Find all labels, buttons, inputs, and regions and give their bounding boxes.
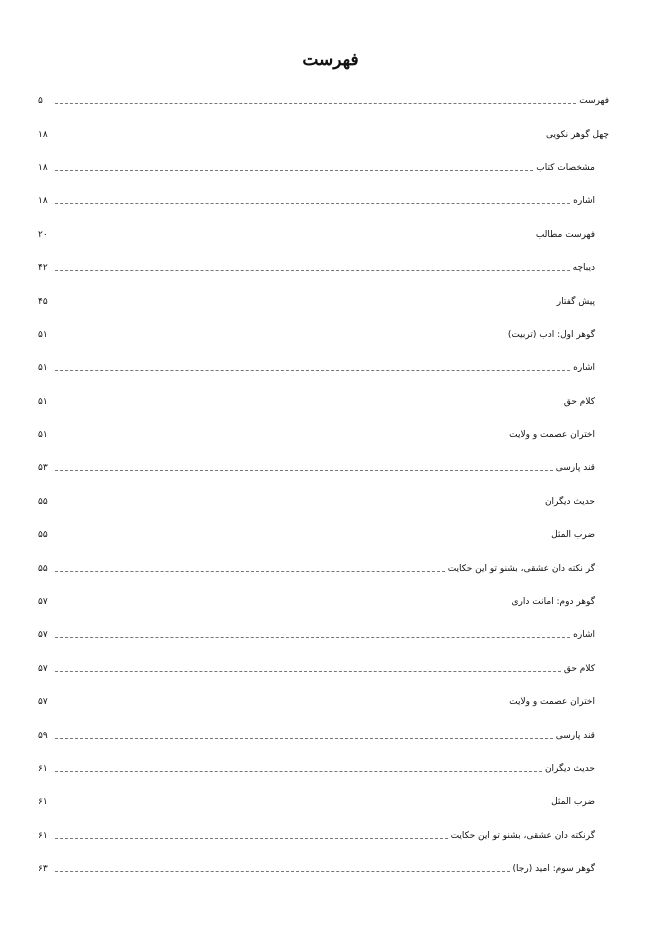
dot-leader (55, 671, 561, 672)
dot-leader (55, 470, 553, 471)
toc-entry[interactable] (38, 786, 609, 819)
toc-entry-page-number: ۲۰ (38, 229, 48, 240)
toc-entry[interactable] (38, 352, 609, 385)
toc-entry-title: کلام حق (563, 396, 595, 407)
toc-entry-title: اشاره (573, 196, 595, 207)
toc-entry-title: ضرب المثل (551, 530, 595, 541)
toc-entry-title: دیباچه (572, 263, 595, 274)
toc-entry-title: کلام حق (563, 663, 595, 674)
dot-leader (55, 571, 445, 572)
toc-entry-title: مشخصات کتاب (536, 162, 595, 173)
toc-entry-page-number: ۵۹ (38, 730, 48, 741)
toc-entry[interactable] (38, 820, 609, 853)
toc-entry-page-number: ۵۱ (38, 363, 48, 374)
toc-entry[interactable] (38, 853, 609, 886)
toc-entry[interactable] (38, 719, 609, 752)
toc-entry-title: گوهر سوم: امید (رجا) (512, 864, 595, 875)
toc-entry-page-number: ۵۱ (38, 430, 48, 441)
toc-entry-page-number: ۵۷ (38, 630, 48, 641)
table-of-contents (38, 85, 609, 886)
toc-entry[interactable] (38, 486, 609, 519)
toc-entry-page-number: ۴۲ (38, 263, 48, 274)
toc-entry-page-number: ۵۷ (38, 597, 48, 608)
toc-entry[interactable] (38, 85, 609, 118)
toc-entry[interactable] (38, 185, 609, 218)
toc-entry[interactable] (38, 586, 609, 619)
toc-entry[interactable] (38, 753, 609, 786)
toc-entry-page-number: ۵۵ (38, 563, 48, 574)
page-title: فهرست (302, 50, 359, 70)
toc-entry-title: فهرست مطالب (535, 229, 595, 240)
toc-entry[interactable] (38, 519, 609, 552)
toc-entry-title: قند پارسی (555, 463, 595, 474)
toc-entry[interactable] (38, 419, 609, 452)
dot-leader (55, 270, 570, 271)
toc-entry-title: چهل گوهر نکویی (545, 129, 609, 140)
dot-leader (55, 170, 533, 171)
toc-entry-title: حدیث دیگران (544, 764, 595, 774)
toc-entry[interactable] (38, 552, 609, 585)
toc-entry-title: حدیث دیگران (544, 496, 595, 507)
toc-entry[interactable] (38, 386, 609, 419)
toc-entry-title: اشاره (573, 630, 595, 641)
toc-entry-title: اشاره (573, 363, 595, 374)
toc-entry-page-number: ۵۱ (38, 396, 48, 407)
toc-entry-page-number: ۵۵ (38, 530, 48, 541)
toc-entry[interactable] (38, 219, 609, 252)
dot-leader (55, 871, 510, 872)
toc-entry-page-number: ۶۱ (38, 830, 48, 841)
toc-entry[interactable] (38, 152, 609, 185)
dot-leader (55, 103, 576, 104)
toc-entry-title: اختران عصمت و ولایت (509, 430, 595, 441)
toc-entry-title: گر نکته دان عشقی، بشنو تو این حکایت (447, 563, 595, 574)
toc-entry-page-number: ۶۱ (38, 797, 48, 808)
toc-entry-page-number: ۵۷ (38, 663, 48, 674)
toc-entry-title: گرنکته دان عشقی، بشنو تو این حکایت (450, 830, 595, 841)
toc-entry[interactable] (38, 686, 609, 719)
toc-entry-page-number: ۴۵ (38, 296, 48, 307)
toc-entry-page-number: ۵۷ (38, 697, 48, 708)
dot-leader (55, 738, 553, 739)
toc-entry-title: پیش گفتار (556, 296, 595, 307)
dot-leader (55, 771, 542, 772)
toc-entry[interactable] (38, 118, 609, 151)
toc-entry-title: گوهر اول: ادب (تربیت) (507, 329, 595, 340)
toc-entry[interactable] (38, 619, 609, 652)
toc-entry-page-number: ۱۸ (38, 129, 48, 140)
toc-entry-page-number: ۵۵ (38, 496, 48, 507)
toc-entry-page-number: ۱۸ (38, 162, 48, 173)
dot-leader (55, 370, 570, 371)
toc-entry[interactable] (38, 252, 609, 285)
toc-entry-title: ضرب المثل (551, 797, 595, 808)
toc-entry-page-number: ۱۸ (38, 196, 48, 207)
toc-entry-page-number: ۵۱ (38, 329, 48, 340)
toc-entry[interactable] (38, 319, 609, 352)
toc-entry-page-number: ۵ (38, 96, 43, 107)
dot-leader (55, 637, 570, 638)
toc-entry-title: اختران عصمت و ولایت (509, 697, 595, 708)
toc-entry-page-number: ۶۱ (38, 764, 48, 774)
dot-leader (55, 838, 448, 839)
toc-entry[interactable] (38, 285, 609, 318)
toc-entry-page-number: ۵۳ (38, 463, 48, 474)
toc-entry-title: فهرست (579, 96, 609, 107)
dot-leader (55, 203, 570, 204)
toc-entry-page-number: ۶۳ (38, 864, 48, 875)
toc-entry-title: گوهر دوم: امانت داری (511, 597, 595, 608)
toc-entry[interactable] (38, 653, 609, 686)
toc-entry[interactable] (38, 452, 609, 485)
toc-entry-title: قند پارسی (555, 730, 595, 741)
